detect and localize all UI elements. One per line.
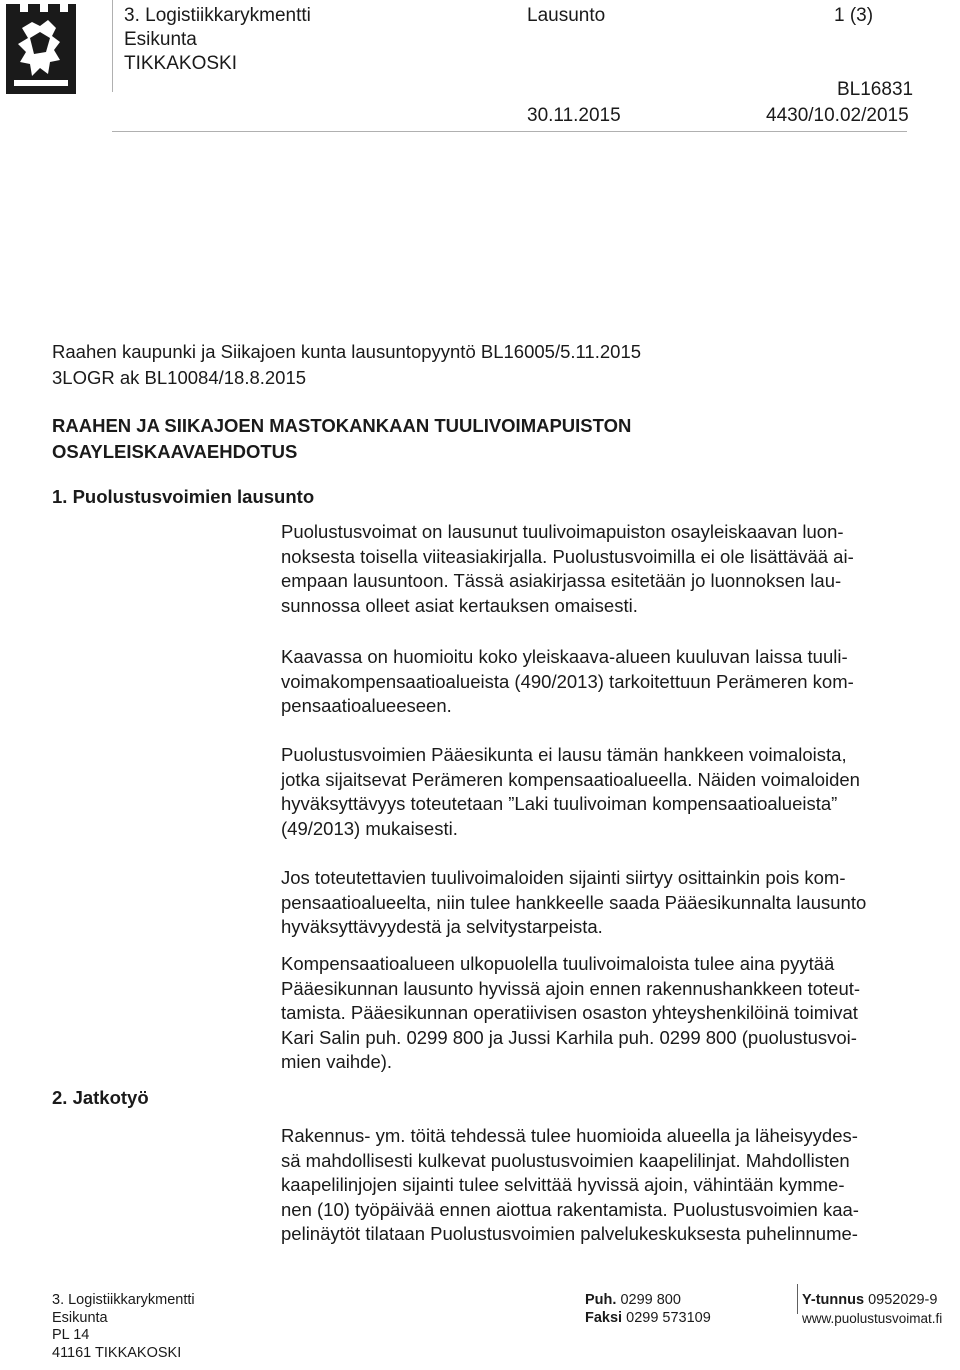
paragraph-line: noksesta toisella viiteasiakirjalla. Puolustusvoimilla ei ole lisättävää ai-: [281, 545, 854, 567]
header-org-line-3: TIKKAKOSKI: [124, 53, 237, 74]
paragraph-line: Pääesikunnan lausunto hyvissä ajoin ennen rakennushankkeen toteut-: [281, 977, 861, 999]
paragraph-line: jotka sijaitsevat Perämeren kompensaatioalueella. Näiden voimaloiden: [281, 768, 860, 790]
paragraph-line: pelinäytöt tilataan Puolustusvoimien palvelukeskuksesta puhelinnume-: [281, 1223, 858, 1244]
footer-divider: [797, 1284, 798, 1314]
paragraph-line: Kari Salin puh. 0299 800 ja Jussi Karhila puh. 0299 800 (puolustusvoi-: [281, 1026, 857, 1048]
header-rule: [112, 131, 907, 132]
paragraph-line: (49/2013) mukaisesti.: [281, 817, 458, 839]
footer-address-line: PL 14: [52, 1327, 90, 1343]
section-heading-1: 1. Puolustusvoimien lausunto: [52, 486, 315, 507]
paragraph-line: voimakompensaatioalueista (490/2013) tarkoitettuun Perämeren kom-: [281, 670, 854, 692]
reference-line-2: 3LOGR ak BL10084/18.8.2015: [52, 367, 307, 388]
header-file-code: 4430/10.02/2015: [766, 105, 909, 126]
paragraph-line: tamista. Pääesikunnan operatiivisen osaston yhteyshenkilöinä toimivat: [281, 1002, 858, 1023]
footer-company: [802, 1292, 942, 1327]
paragraph-statement: [281, 520, 960, 618]
section-heading-2: 2. Jatkotyö: [52, 1087, 149, 1108]
paragraph-line: nen (10) työpäivää ennen aiottua rakentamista. Puolustusvoimien kaa-: [281, 1198, 859, 1220]
footer-contacts: [585, 1292, 711, 1327]
footer-address: [52, 1292, 195, 1362]
header-divider: [112, 0, 113, 92]
footer-ytunnus-label: Y-tunnus: [802, 1292, 865, 1308]
paragraph-line: Kaavassa on huomioitu koko yleiskaava-alueen kuuluvan laissa tuuli-: [281, 646, 848, 667]
paragraph-line: hyväksyttävyydestä ja selvitystarpeista.: [281, 916, 603, 937]
header-doc-type: Lausunto: [527, 5, 606, 26]
paragraph-line: hyväksyttävyys toteutetaan ”Laki tuulivoiman kompensaatioalueista”: [281, 793, 838, 814]
header-ref-number: BL16831: [837, 79, 914, 100]
paragraph-line: sunnossa olleet asiat kertauksen omaisesti.: [281, 594, 638, 616]
footer-ytunnus: 0952029-9: [868, 1292, 938, 1308]
header-date: 30.11.2015: [527, 105, 621, 126]
footer-fax: 0299 573109: [626, 1309, 711, 1326]
document-title-line-2: OSAYLEISKAAVAEHDOTUS: [52, 441, 298, 462]
lion-crest-icon: [4, 2, 78, 94]
paragraph-outside-area: [281, 952, 960, 1075]
paragraph-line: mien vaihde).: [281, 1051, 393, 1072]
reference-line-1: Raahen kaupunki ja Siikajoen kunta lausuntopyyntö BL16005/5.11.2015: [52, 341, 642, 362]
footer-phone: 0299 800: [620, 1292, 681, 1308]
footer-address-line: 41161 TIKKAKOSKI: [52, 1344, 182, 1361]
footer-address-line: 3. Logistiikkarykmentti: [52, 1292, 195, 1308]
header-org-line-1: 3. Logistiikkarykmentti: [124, 5, 311, 26]
paragraph-cables: [281, 1124, 960, 1247]
paragraph-general-staff: [281, 743, 960, 841]
document-title-line-1: RAAHEN JA SIIKAJOEN MASTOKANKAAN TUULIVOIMAPUISTON: [52, 415, 632, 436]
footer-fax-label: Faksi: [585, 1309, 623, 1326]
paragraph-line: sä mahdollisesti kulkevat puolustusvoimien kaapelilinjat. Mahdollisten: [281, 1149, 850, 1171]
paragraph-line: Puolustusvoimat on lausunut tuulivoimapuiston osayleiskaavan luon-: [281, 521, 844, 542]
footer-address-line: Esikunta: [52, 1309, 108, 1326]
header-page-number: 1 (3): [834, 5, 874, 26]
paragraph-line: empaan lausuntoon. Tässä asiakirjassa esitetään jo luonnoksen lau-: [281, 570, 842, 591]
paragraph-line: Kompensaatioalueen ulkopuolella tuulivoimaloista tulee aina pyytää: [281, 953, 835, 974]
paragraph-line: pensaatioalueeseen.: [281, 695, 452, 716]
paragraph-line: pensaatioalueelta, niin tulee hankkeelle saada Pääesikunnalta lausunto: [281, 891, 867, 913]
paragraph-compensation-area: [281, 645, 960, 719]
paragraph-line: Puolustusvoimien Pääesikunta ei lausu tämän hankkeen voimaloista,: [281, 744, 847, 765]
paragraph-line: kaapelilinjojen sijainti tulee selvittää hyvissä ajoin, vähintään kymme-: [281, 1174, 845, 1195]
header-org-line-2: Esikunta: [124, 29, 197, 50]
paragraph-relocation: [281, 866, 960, 940]
footer-phone-label: Puh.: [585, 1292, 617, 1308]
paragraph-line: Jos toteutettavien tuulivoimaloiden sijainti siirtyy osittainkin pois kom-: [281, 867, 846, 888]
footer-website-link[interactable]: www.puolustusvoimat.fi: [802, 1310, 943, 1326]
paragraph-line: Rakennus- ym. töitä tehdessä tulee huomioida alueella ja läheisyydes-: [281, 1125, 858, 1146]
